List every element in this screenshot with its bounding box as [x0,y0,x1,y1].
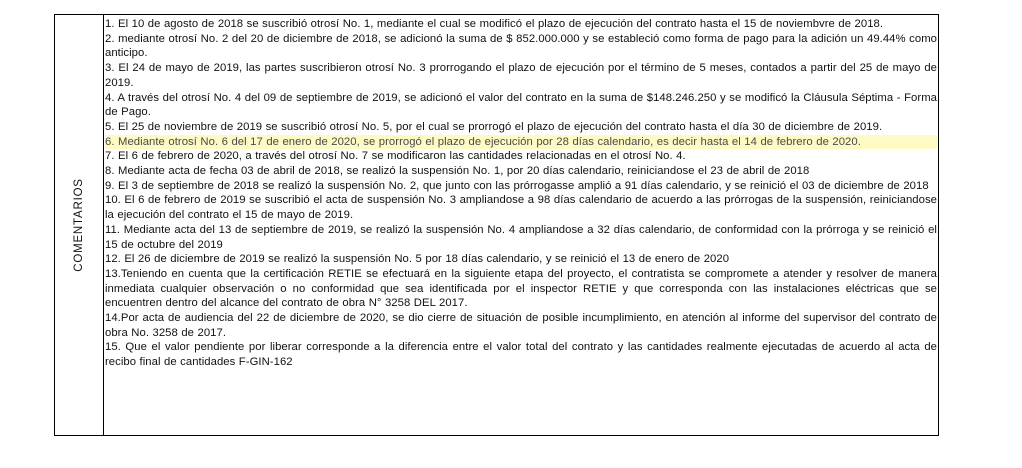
comment-item: 12. El 26 de diciembre de 2019 se realizó la suspensión No. 5 por 18 días calendario, y se reinició el 13 de enero de 2020 [105,253,730,266]
section-label: COMENTARIOS [73,178,85,272]
comments-cell [104,15,938,435]
comment-item: 9. El 3 de septiembre de 2018 se realizó la suspensión No. 2, que junto con las prórrogasse amplió a 91 días calendario, y se reinició el 03 de diciembre de 2018 [105,179,929,192]
comment-item: 2. mediante otrosí No. 2 del 20 de diciembre de 2018, se adicionó la suma de $ 852.000.000 y se estableció como forma de pago para la adición un 49.44% como anticipo. [105,32,937,60]
comment-item: 15. Que el valor pendiente por liberar corresponde a la diferencia entre el valor total del contrato y las cantidades realmente ejecutadas de acuerdo al acta de recibo final de cantidades F-GIN-162 [105,341,937,369]
comment-item: 10. El 6 de febrero de 2019 se suscribió el acta de suspensión No. 3 ampliandose a 98 días calendario de acuerdo a las prórrogas de la suspensión, reiniciandose la ejecución del contrato el 15 de mayo de 2019. [105,194,937,222]
comment-item: 5. El 25 de noviembre de 2019 se suscribió otrosí No. 5, por el cual se prorrogó el plazo de ejecución del contrato hasta el día 30 de diciembre de 2019. [105,120,883,133]
comment-item: 3. El 24 de mayo de 2019, las partes suscribieron otrosí No. 3 prorrogando el plazo de ejecución por el término de 5 meses, contados a partir del 25 de mayo de 2019. [105,62,937,89]
comments-table [54,14,939,436]
label-cell [55,15,104,435]
comment-item: 14.Por acta de audiencia del 22 de diciembre de 2020, se dio cierre de situación de posible incumplimiento, en atención al informe del supervisor del contrato de obra No. 3258 de 2017. [105,312,937,339]
comment-item: 13.Teniendo en cuenta que la certificación RETIE se efectuará en la siguiente etapa del proyecto, el contratista se compromete a atender y resolver de manera inmediata cualquier observación o no conformidad que sea identificada por el inspector RETIE y que corresponda con las instalaciones eléctricas que se encuentren dentro del alcance del contrato de obra N° 3258 DEL 2017. [105,267,937,310]
comment-item: 11. Mediante acta del 13 de septiembre de 2019, se realizó la suspensión No. 4 ampliandose a 32 días calendario, de conformidad con la prórroga y se reinició el 15 de octubre del 2019 [105,223,937,251]
comment-item: 4. A través del otrosí No. 4 del 09 de septiembre de 2019, se adicionó el valor del contrato en la suma de $148.246.250 y se modificó la Cláusula Séptima - Forma de Pago. [105,91,937,119]
comment-item: 1. El 10 de agosto de 2018 se suscribió otrosí No. 1, mediante el cual se modificó el plazo de ejecución del contrato hasta el 15 de noviembvre de 2018. [105,18,884,30]
highlighted-comment-item: 6. Mediante otrosí No. 6 del 17 de enero de 2020, se prorrogó el plazo de ejecución por 28 días calendario, es decir hasta el 14 de febrero de 2020. [105,135,937,150]
comment-item: 7. El 6 de febrero de 2020, a través del otrosí No. 7 se modificaron las cantidades relacionadas en el otrosí No. 4. [105,150,686,163]
comment-item: 8. Mediante acta de fecha 03 de abril de 2018, se realizó la suspensión No. 1, por 20 días calendario, reiniciandose el 23 de abril de 2018 [105,165,810,178]
